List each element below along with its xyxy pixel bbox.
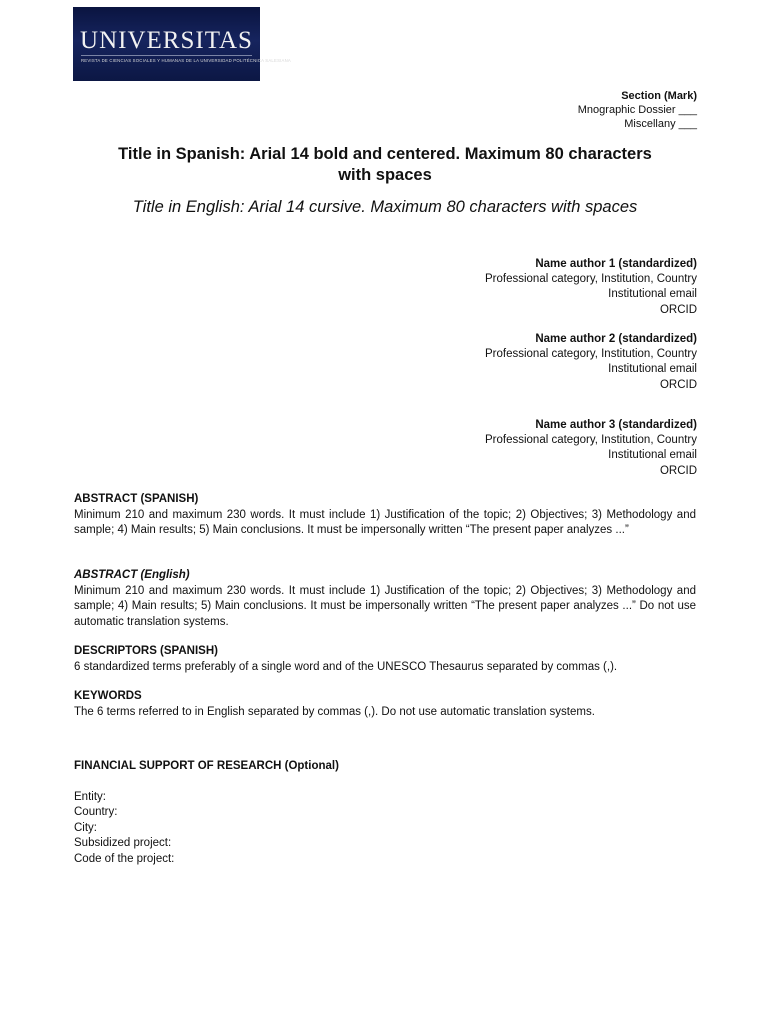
author-block-1: [485, 257, 697, 318]
keywords-heading: KEYWORDS: [74, 690, 142, 702]
abstract-english-section: [74, 568, 696, 630]
author-affiliation: Professional category, Institution, Country: [484, 348, 697, 361]
author-affiliation: Professional category, Institution, Country: [484, 273, 697, 286]
subsidized-project-field: Subsidized project:: [74, 837, 172, 849]
abstract-spanish-section: [74, 492, 696, 539]
section-label: Section (Mark): [621, 90, 697, 102]
author-name: Name author 2 (standardized): [535, 333, 697, 345]
abstract-english-heading: ABSTRACT (English): [74, 569, 190, 581]
author-name: Name author 1 (standardized): [535, 258, 697, 270]
financial-heading: FINANCIAL SUPPORT OF RESEARCH (Optional): [74, 760, 339, 772]
author-email: Institutional email: [608, 449, 697, 462]
city-field: City:: [74, 821, 97, 834]
author-orcid: ORCID: [659, 378, 697, 391]
author-orcid: ORCID: [659, 464, 697, 477]
project-code-field: Code of the project:: [74, 852, 175, 865]
spacer: [74, 775, 696, 790]
title-spanish-line1: Title in Spanish: Arial 14 bold and centered. Maximum 80 characters: [118, 145, 652, 163]
title-spanish-line2: with spaces: [338, 166, 432, 184]
country-field: Country:: [74, 806, 118, 818]
author-email: Institutional email: [608, 363, 697, 376]
descriptors-section: [74, 644, 696, 675]
title-spanish: [80, 144, 690, 186]
financial-support-section: [74, 759, 696, 867]
abstract-spanish-heading: ABSTRACT (SPANISH): [74, 493, 199, 505]
keywords-section: [74, 689, 696, 720]
logo-divider: [81, 55, 252, 56]
miscellany-label: Miscellany ___: [624, 118, 697, 130]
author-affiliation: Professional category, Institution, Country: [484, 434, 697, 447]
author-block-2: [485, 332, 697, 393]
descriptors-text: 6 standardized terms preferably of a single word and of the UNESCO Thesaurus separated by commas (,).: [74, 660, 618, 673]
descriptors-heading: DESCRIPTORS (SPANISH): [74, 645, 218, 657]
entity-field: Entity:: [74, 790, 106, 803]
keywords-text: The 6 terms referred to in English separated by commas (,). Do not use automatic translation systems.: [74, 705, 595, 718]
abstract-english-text: Minimum 210 and maximum 230 words. It must include 1) Justification of the topic; 2) Objectives; 3) Methodology and sample; 4) Main results; 5) Main conclusions. It must be impersonally written “The present paper analyzes ...” Do not use automatic translation systems.: [74, 584, 696, 628]
abstract-spanish-text: Minimum 210 and maximum 230 words. It must include 1) Justification of the topic; 2) Objectives; 3) Methodology and sample; 4) Main results; 5) Main conclusions. It must be impersonally written “The present paper analyzes ...”: [74, 508, 696, 536]
logo-subtitle: REVISTA DE CIENCIAS SOCIALES Y HUMANAS DE LA UNIVERSIDAD POLITÉCNICA SALESIANA: [81, 58, 291, 63]
title-english: Title in English: Arial 14 cursive. Maximum 80 characters with spaces: [132, 198, 638, 216]
universitas-logo: [73, 7, 291, 81]
logo-text: UNIVERSITAS: [80, 27, 253, 54]
author-email: Institutional email: [608, 288, 697, 301]
section-mark-block: [578, 89, 697, 131]
author-block-3: [485, 418, 697, 479]
author-name: Name author 3 (standardized): [535, 419, 697, 431]
author-orcid: ORCID: [659, 303, 697, 316]
dossier-label: Mnographic Dossier ___: [577, 104, 697, 116]
